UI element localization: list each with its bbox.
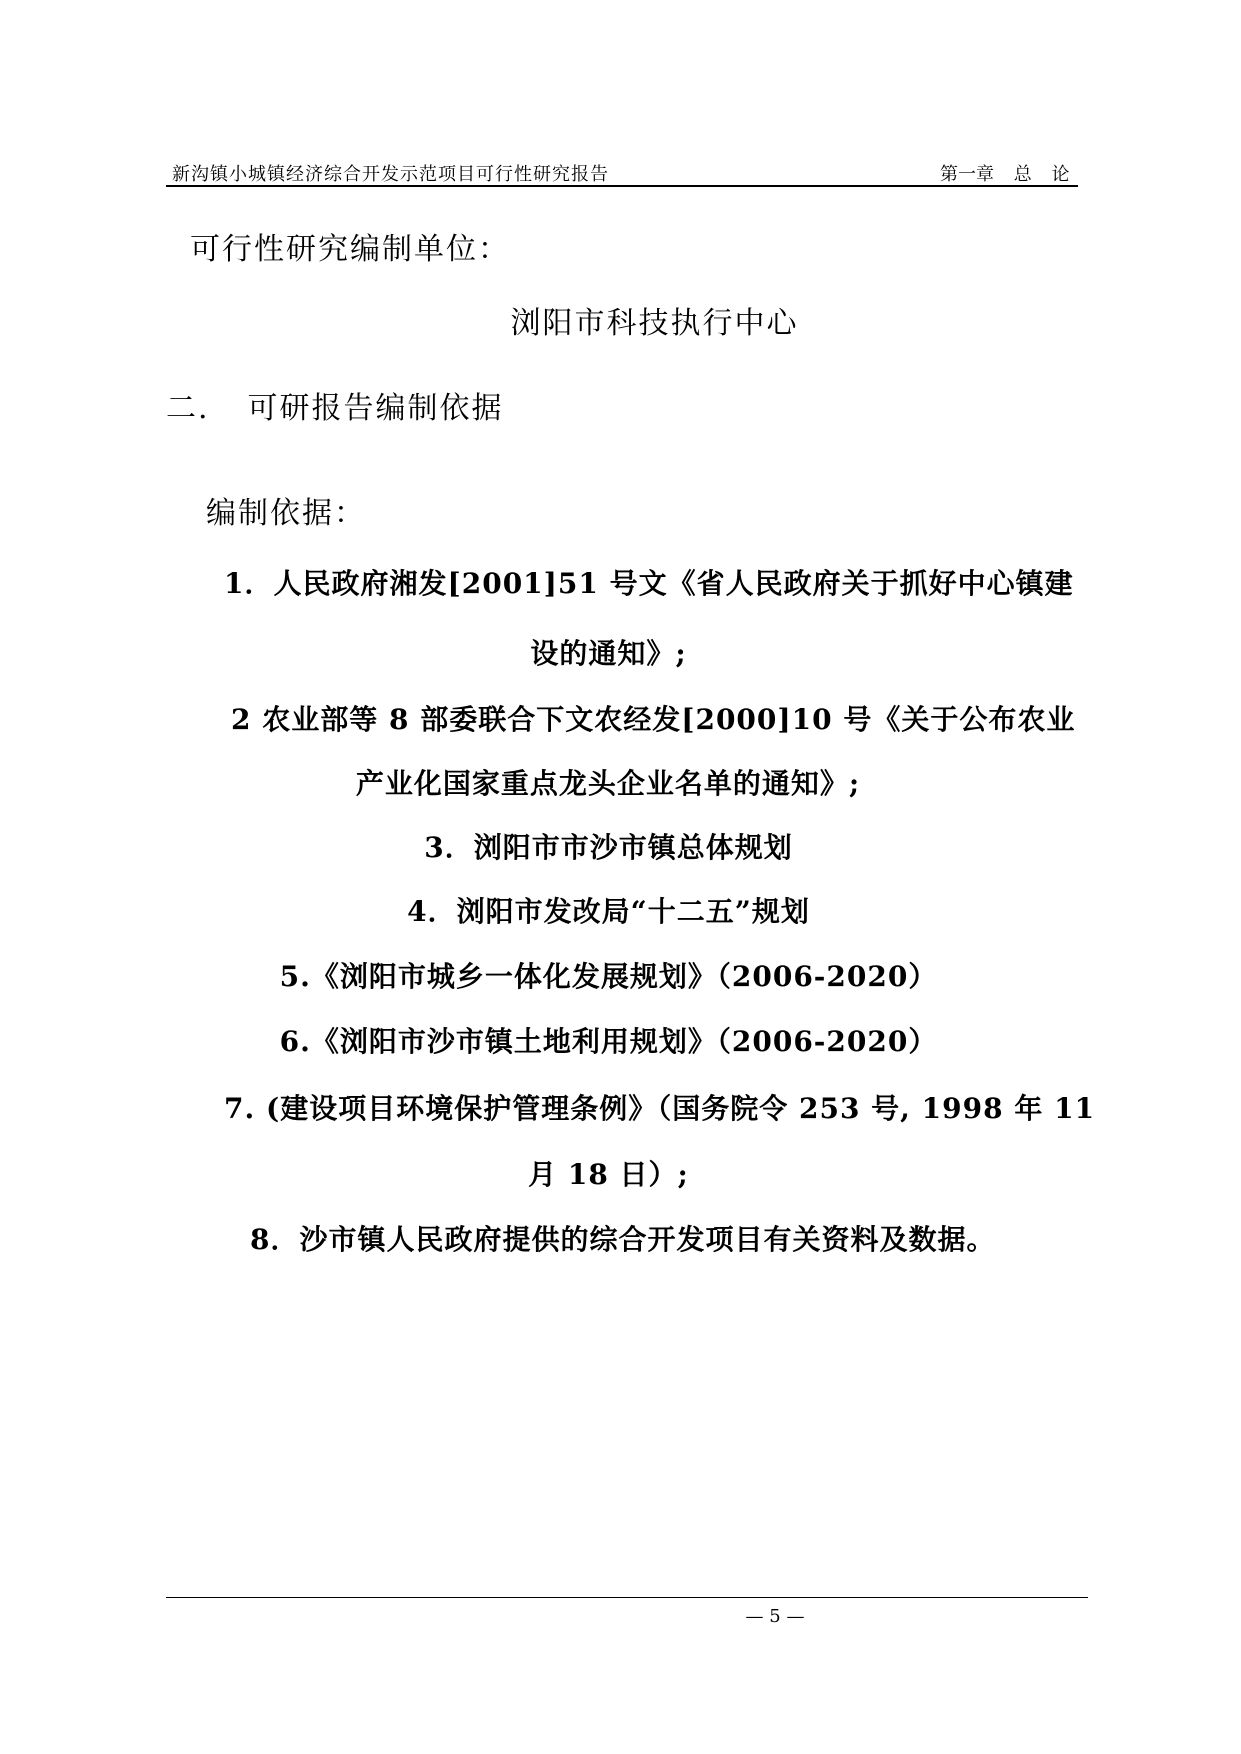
unit-label: 可行性研究编制单位： <box>190 232 510 267</box>
basis-item-3: 3．浏阳市市沙市镇总体规划 <box>424 831 793 864</box>
section-number: 二. <box>166 391 210 426</box>
basis-item-1-line-2: 设的通知》; <box>530 637 687 670</box>
basis-item-8: 8．沙市镇人民政府提供的综合开发项目有关资料及数据。 <box>250 1223 996 1256</box>
page-number: — 5 — <box>745 1606 805 1627</box>
basis-item-5: 5.《浏阳市城乡一体化发展规划》（2006-2020） <box>279 960 938 993</box>
basis-item-7-line-2: 月 18 日）; <box>528 1158 689 1191</box>
unit-name: 浏阳市科技执行中心 <box>510 306 799 341</box>
running-header-chapter: 第一章 总 论 <box>940 164 1070 185</box>
basis-item-1-line-1: 1．人民政府湘发[2001]51 号文《省人民政府关于抓好中心镇建 <box>224 567 1074 600</box>
section-heading <box>166 383 504 427</box>
basis-item-7-line-1: 7. (建设项目环境保护管理条例》（国务院令 253 号, 1998 年 11 <box>224 1092 1096 1125</box>
basis-label: 编制依据： <box>206 496 366 531</box>
basis-item-6: 6.《浏阳市沙市镇土地利用规划》（2006-2020） <box>279 1025 938 1058</box>
basis-item-4: 4．浏阳市发改局“十二五”规划 <box>407 895 810 928</box>
basis-item-2-line-1: 2 农业部等 8 部委联合下文农经发[2000]10 号《关于公布农业 <box>231 703 1076 736</box>
section-title: 可研报告编制依据 <box>247 391 504 426</box>
header-rule <box>166 185 1078 187</box>
basis-item-2-line-2: 产业化国家重点龙头企业名单的通知》; <box>355 767 861 800</box>
footer-rule <box>166 1597 1088 1598</box>
running-header-title: 新沟镇小城镇经济综合开发示范项目可行性研究报告 <box>172 164 609 185</box>
